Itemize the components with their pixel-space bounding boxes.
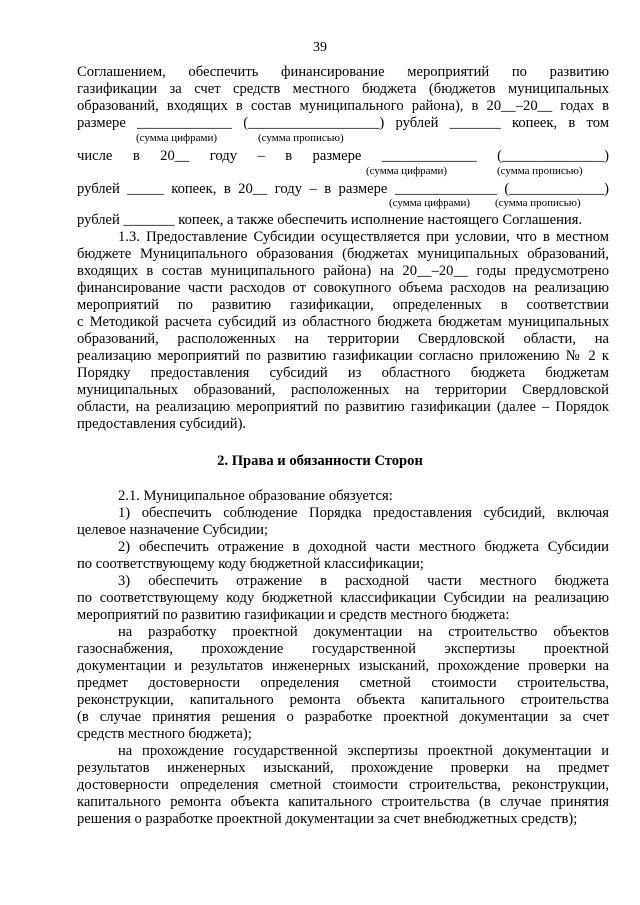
text-line: входящих в состав муниципального района) на 20__–20__ годы предусмотрено <box>77 263 609 279</box>
text-line: финансирование части расходов от совокупного объема расходов на реализацию <box>77 280 609 296</box>
text-line: (в случае принятия решения о разработке проектной документации за счет <box>77 709 609 725</box>
page-number: 39 <box>313 40 327 55</box>
text-line: реализацию мероприятий по развитию газификации согласно приложению № 2 к <box>77 348 609 364</box>
text-line: капитального ремонта объекта капитального строительства (в случае принятия <box>77 794 609 810</box>
text-line: по соответствующему коду бюджетной классификации Субсидии на реализацию <box>77 590 609 606</box>
text-line: образований, расположенных на территории Свердловской области, на <box>77 331 609 347</box>
footnote-sum-words: (сумма прописью) <box>258 132 344 144</box>
text-line: Соглашением, обеспечить финансирование мероприятий по развитию <box>77 64 609 80</box>
footnote-sum-digits: (сумма цифрами) <box>136 132 218 144</box>
text-line: числе в 20__ году – в размере _____________ (______________) <box>77 148 609 164</box>
text-line: 1.3. Предоставление Субсидии осуществляется при условии, что в местном <box>118 229 609 245</box>
text-line: предмет достоверности определения сметной стоимости строительства, <box>77 675 609 691</box>
text-line: предоставления субсидий). <box>77 416 247 432</box>
text-line: мероприятий по развитию газификации и средств местного бюджета: <box>77 607 510 623</box>
text-line: на разработку проектной документации на строительство объектов <box>118 624 609 640</box>
text-line: рублей _____ копеек, в 20__ году – в размере ______________ (_____________) <box>77 181 609 197</box>
text-line: с Методикой расчета субсидий из областного бюджета бюджетам муниципальных <box>77 314 609 330</box>
text-line: размере _____________ (__________________) рублей _______ копеек, в том <box>77 115 609 131</box>
text-line: 3) обеспечить отражение в расходной части местного бюджета <box>118 573 609 589</box>
text-line: 1) обеспечить соблюдение Порядка предоставления субсидий, включая <box>118 505 609 521</box>
text-line: достоверности определения сметной стоимости строительства, реконструкции, <box>77 777 609 793</box>
text-line: области, на реализацию мероприятий по развитию газификации (далее – Порядок <box>77 399 609 415</box>
text-line: документации и результатов инженерных изысканий, прохождение проверки на <box>77 658 609 674</box>
text-line: на прохождение государственной экспертизы проектной документации и <box>118 743 609 759</box>
text-line: газоснабжения, прохождение государственной экспертизы проектной <box>77 641 609 657</box>
footnote-sum-digits: (сумма цифрами) <box>366 165 448 177</box>
text-line: по соответствующему коду бюджетной классификации; <box>77 556 424 572</box>
text-line: 2.1. Муниципальное образование обязуется: <box>118 488 393 504</box>
text-line: бюджете Муниципального образования (бюджетах муниципальных образований, <box>77 246 609 262</box>
text-line: образований, входящих в состав муниципального района), в 20__–20__ годах в <box>77 98 609 114</box>
text-line: муниципальных образований, расположенных на территории Свердловской <box>77 382 609 398</box>
text-line: мероприятий по развитию газификации, определенных в соответствии <box>77 297 609 313</box>
text-line: результатов инженерных изысканий, прохождение проверки на предмет <box>77 760 609 776</box>
footnote-sum-words: (сумма прописью) <box>495 197 581 209</box>
text-line: реконструкции, капитального ремонта объекта капитального строительства <box>77 692 609 708</box>
text-line: Порядку предоставления субсидий из областного бюджета бюджетам <box>77 365 609 381</box>
text-line: 2) обеспечить отражение в доходной части местного бюджета Субсидии <box>118 539 609 555</box>
text-line: средств местного бюджета); <box>77 726 252 742</box>
text-line: целевое назначение Субсидии; <box>77 522 269 538</box>
text-line: газификации за счет средств местного бюджета (бюджетов муниципальных <box>77 81 609 97</box>
footnote-sum-words: (сумма прописью) <box>497 165 583 177</box>
text-line: рублей _______ копеек, а также обеспечить исполнение настоящего Соглашения. <box>77 212 583 228</box>
footnote-sum-digits: (сумма цифрами) <box>389 197 471 209</box>
section-heading: 2. Права и обязанности Сторон <box>217 453 423 469</box>
text-line: решения о разработке проектной документации за счет внебюджетных средств); <box>77 811 578 827</box>
